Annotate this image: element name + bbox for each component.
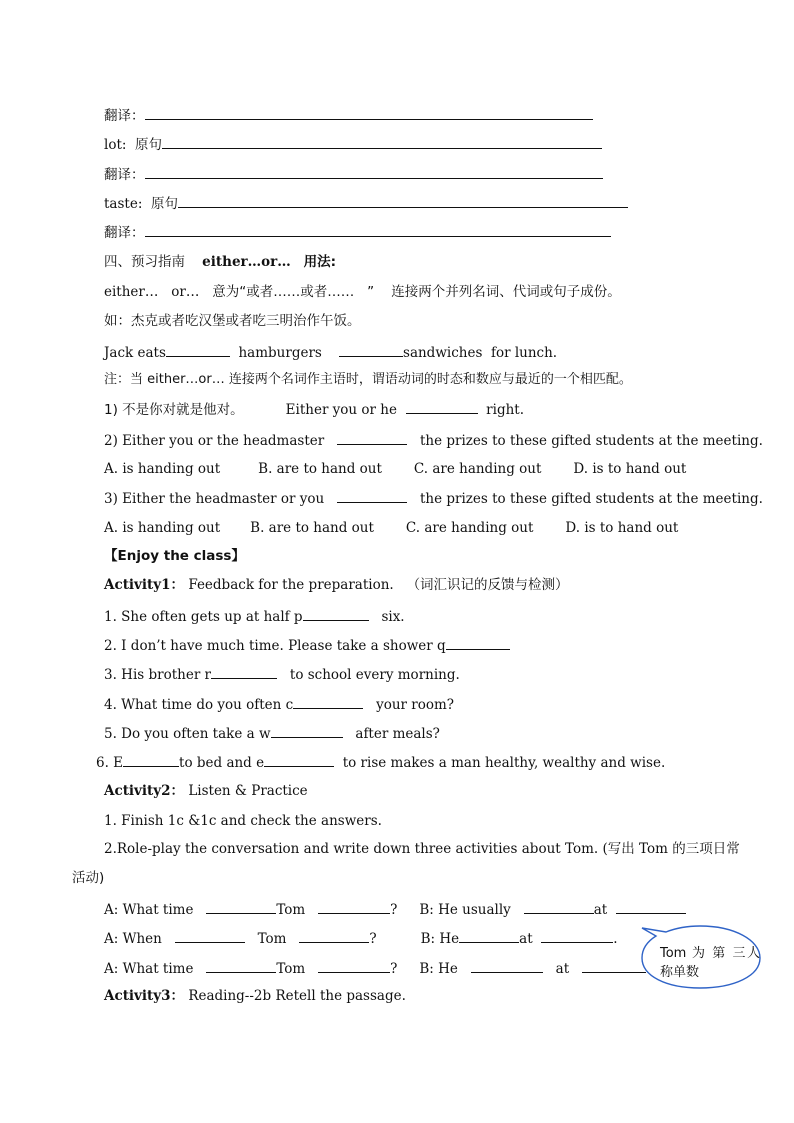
q2-options — [104, 461, 686, 477]
activity2-text: Listen & Practice — [188, 783, 308, 799]
answer-blank[interactable] — [337, 490, 407, 503]
translation-line-1 — [104, 107, 593, 124]
answer-blank[interactable] — [206, 901, 276, 914]
text: the prizes to these gifted students at the meeting. — [419, 433, 763, 449]
q3-options — [104, 520, 678, 536]
q2-line — [104, 432, 763, 449]
activity1-text: Feedback for the preparation. — [188, 577, 394, 593]
text: Tom — [276, 961, 306, 977]
text: Tom — [276, 902, 306, 918]
answer-blank[interactable] — [459, 930, 519, 943]
answer-blank[interactable] — [206, 960, 276, 973]
text: at — [593, 902, 608, 918]
text: 2) Either you or the headmaster — [104, 433, 325, 449]
answer-blank[interactable] — [471, 960, 543, 973]
option-b[interactable]: B. are to hand out — [250, 520, 374, 536]
translation-label: 翻译： — [104, 108, 145, 124]
text: B: He usually — [419, 902, 511, 918]
activity3-text: Reading--2b Retell the passage. — [188, 988, 406, 1004]
def-part: 意为“或者……或者…… — [212, 284, 355, 300]
answer-blank[interactable] — [337, 432, 407, 445]
text: ? — [390, 902, 398, 918]
text: 2. I don’t have much time. Please take a shower q — [104, 638, 446, 654]
answer-blank[interactable] — [145, 224, 611, 237]
text: 6. E — [96, 755, 124, 771]
q1-chinese: 1) 不是你对就是他对。 — [104, 402, 244, 418]
text: A: What time — [104, 902, 194, 918]
sentence-3 — [104, 666, 460, 683]
text: Either you or he — [285, 402, 397, 418]
answer-blank[interactable] — [446, 637, 510, 650]
roleplay-row-1 — [104, 901, 686, 918]
section4-title: 四、预习指南 — [104, 254, 185, 270]
taste-original-line — [104, 195, 628, 212]
either-definition — [104, 284, 621, 300]
activity2-item-2-cont: 活动) — [72, 870, 105, 886]
answer-blank[interactable] — [271, 725, 343, 738]
taste-label: taste: — [104, 196, 143, 212]
q1-line — [104, 401, 524, 418]
section4-heading — [104, 254, 336, 270]
option-a[interactable]: A. is handing out — [104, 461, 221, 477]
text: B: He — [420, 931, 460, 947]
translation-label: 翻译： — [104, 225, 145, 241]
text: the prizes to these gifted students at the meeting. — [419, 491, 763, 507]
text: . — [613, 931, 618, 947]
section4-usage: 用法: — [303, 254, 337, 270]
sentence-1 — [104, 608, 405, 625]
text: sandwiches — [403, 345, 483, 361]
text: to rise makes a man healthy, wealthy and wise. — [342, 755, 666, 771]
example-english — [104, 344, 557, 361]
text: six. — [381, 609, 405, 625]
activity2-label: Activity2： — [104, 783, 185, 799]
text: at — [555, 961, 570, 977]
answer-blank[interactable] — [582, 960, 646, 973]
option-c[interactable]: C. are handing out — [413, 461, 542, 477]
text: hamburgers — [238, 345, 322, 361]
text: for lunch. — [490, 345, 558, 361]
activity2-heading — [104, 783, 308, 799]
text: after meals? — [355, 726, 440, 742]
option-d[interactable]: D. is to hand out — [565, 520, 679, 536]
answer-blank[interactable] — [145, 107, 593, 120]
option-c[interactable]: C. are handing out — [405, 520, 534, 536]
roleplay-row-3 — [104, 960, 650, 977]
answer-blank[interactable] — [145, 166, 603, 179]
answer-blank[interactable] — [166, 344, 230, 357]
answer-blank[interactable] — [264, 754, 334, 767]
text: A: When — [104, 931, 162, 947]
option-d[interactable]: D. is to hand out — [573, 461, 687, 477]
sentence-5 — [104, 725, 440, 742]
activity1-zh: （词汇识记的反馈与检测） — [406, 577, 569, 593]
activity1-label: Activity1： — [104, 577, 185, 593]
answer-blank[interactable] — [178, 195, 628, 208]
text: your room? — [376, 697, 455, 713]
sentence-4 — [104, 696, 454, 713]
text: 3. His brother r — [104, 667, 212, 683]
enjoy-heading: 【Enjoy the class】 — [104, 548, 245, 564]
answer-blank[interactable] — [339, 344, 403, 357]
lot-original-line — [104, 136, 602, 153]
text: 1. She often gets up at half p — [104, 609, 303, 625]
activity1-heading — [104, 577, 569, 593]
text: A: What time — [104, 961, 194, 977]
def-part: ” — [367, 284, 375, 300]
activity2-item-2: 2.Role-play the conversation and write down three activities about Tom. (写出 Tom 的三项日常 — [104, 841, 740, 857]
roleplay-row-2 — [104, 930, 618, 947]
answer-blank[interactable] — [211, 666, 277, 679]
text: ? — [369, 931, 377, 947]
activity3-heading — [104, 988, 406, 1004]
sentence-2 — [104, 637, 510, 654]
answer-blank[interactable] — [175, 930, 245, 943]
def-part: or… — [171, 284, 200, 300]
option-b[interactable]: B. are to hand out — [258, 461, 382, 477]
activity2-item-1: 1. Finish 1c &1c and check the answers. — [104, 813, 382, 829]
answer-blank[interactable] — [303, 608, 369, 621]
grammar-note: 注：当 either…or… 连接两个名词作主语时，谓语动词的时态和数应与最近的一个相匹配。 — [104, 372, 632, 387]
option-a[interactable]: A. is handing out — [104, 520, 221, 536]
answer-blank[interactable] — [318, 960, 390, 973]
text: at — [519, 931, 533, 947]
text: 3) Either the headmaster or you — [104, 491, 325, 507]
translation-label: 翻译： — [104, 167, 145, 183]
example-chinese: 如：杰克或者吃汉堡或者吃三明治作午饭。 — [104, 313, 361, 329]
text: right. — [486, 402, 524, 418]
text: 4. What time do you often c — [104, 697, 294, 713]
def-part: 连接两个并列名词、代词或句子成份。 — [391, 284, 621, 300]
answer-blank[interactable] — [318, 901, 390, 914]
text: 5. Do you often take a w — [104, 726, 271, 742]
text: to school every morning. — [289, 667, 460, 683]
answer-blank[interactable] — [406, 401, 478, 414]
section4-term: either…or… — [202, 254, 291, 270]
original-label: 原句 — [135, 137, 163, 153]
answer-blank[interactable] — [162, 136, 602, 149]
lot-label: lot: — [104, 137, 127, 153]
answer-blank[interactable] — [123, 754, 179, 767]
text: Tom — [257, 931, 287, 947]
answer-blank[interactable] — [299, 930, 369, 943]
activity3-label: Activity3： — [104, 988, 185, 1004]
answer-blank[interactable] — [616, 901, 686, 914]
text: B: He — [419, 961, 458, 977]
answer-blank[interactable] — [541, 930, 613, 943]
translation-line-3 — [104, 224, 611, 241]
text: to bed and e — [179, 755, 265, 771]
original-label: 原句 — [150, 196, 178, 212]
answer-blank[interactable] — [524, 901, 594, 914]
def-part: either… — [104, 284, 159, 300]
answer-blank[interactable] — [293, 696, 363, 709]
text: ? — [390, 961, 398, 977]
bubble-text: Tom 为 第 三人称单数 — [660, 946, 760, 980]
translation-line-2 — [104, 166, 603, 183]
q3-line — [104, 490, 763, 507]
sentence-6 — [96, 754, 665, 771]
text: Jack eats — [104, 345, 166, 361]
